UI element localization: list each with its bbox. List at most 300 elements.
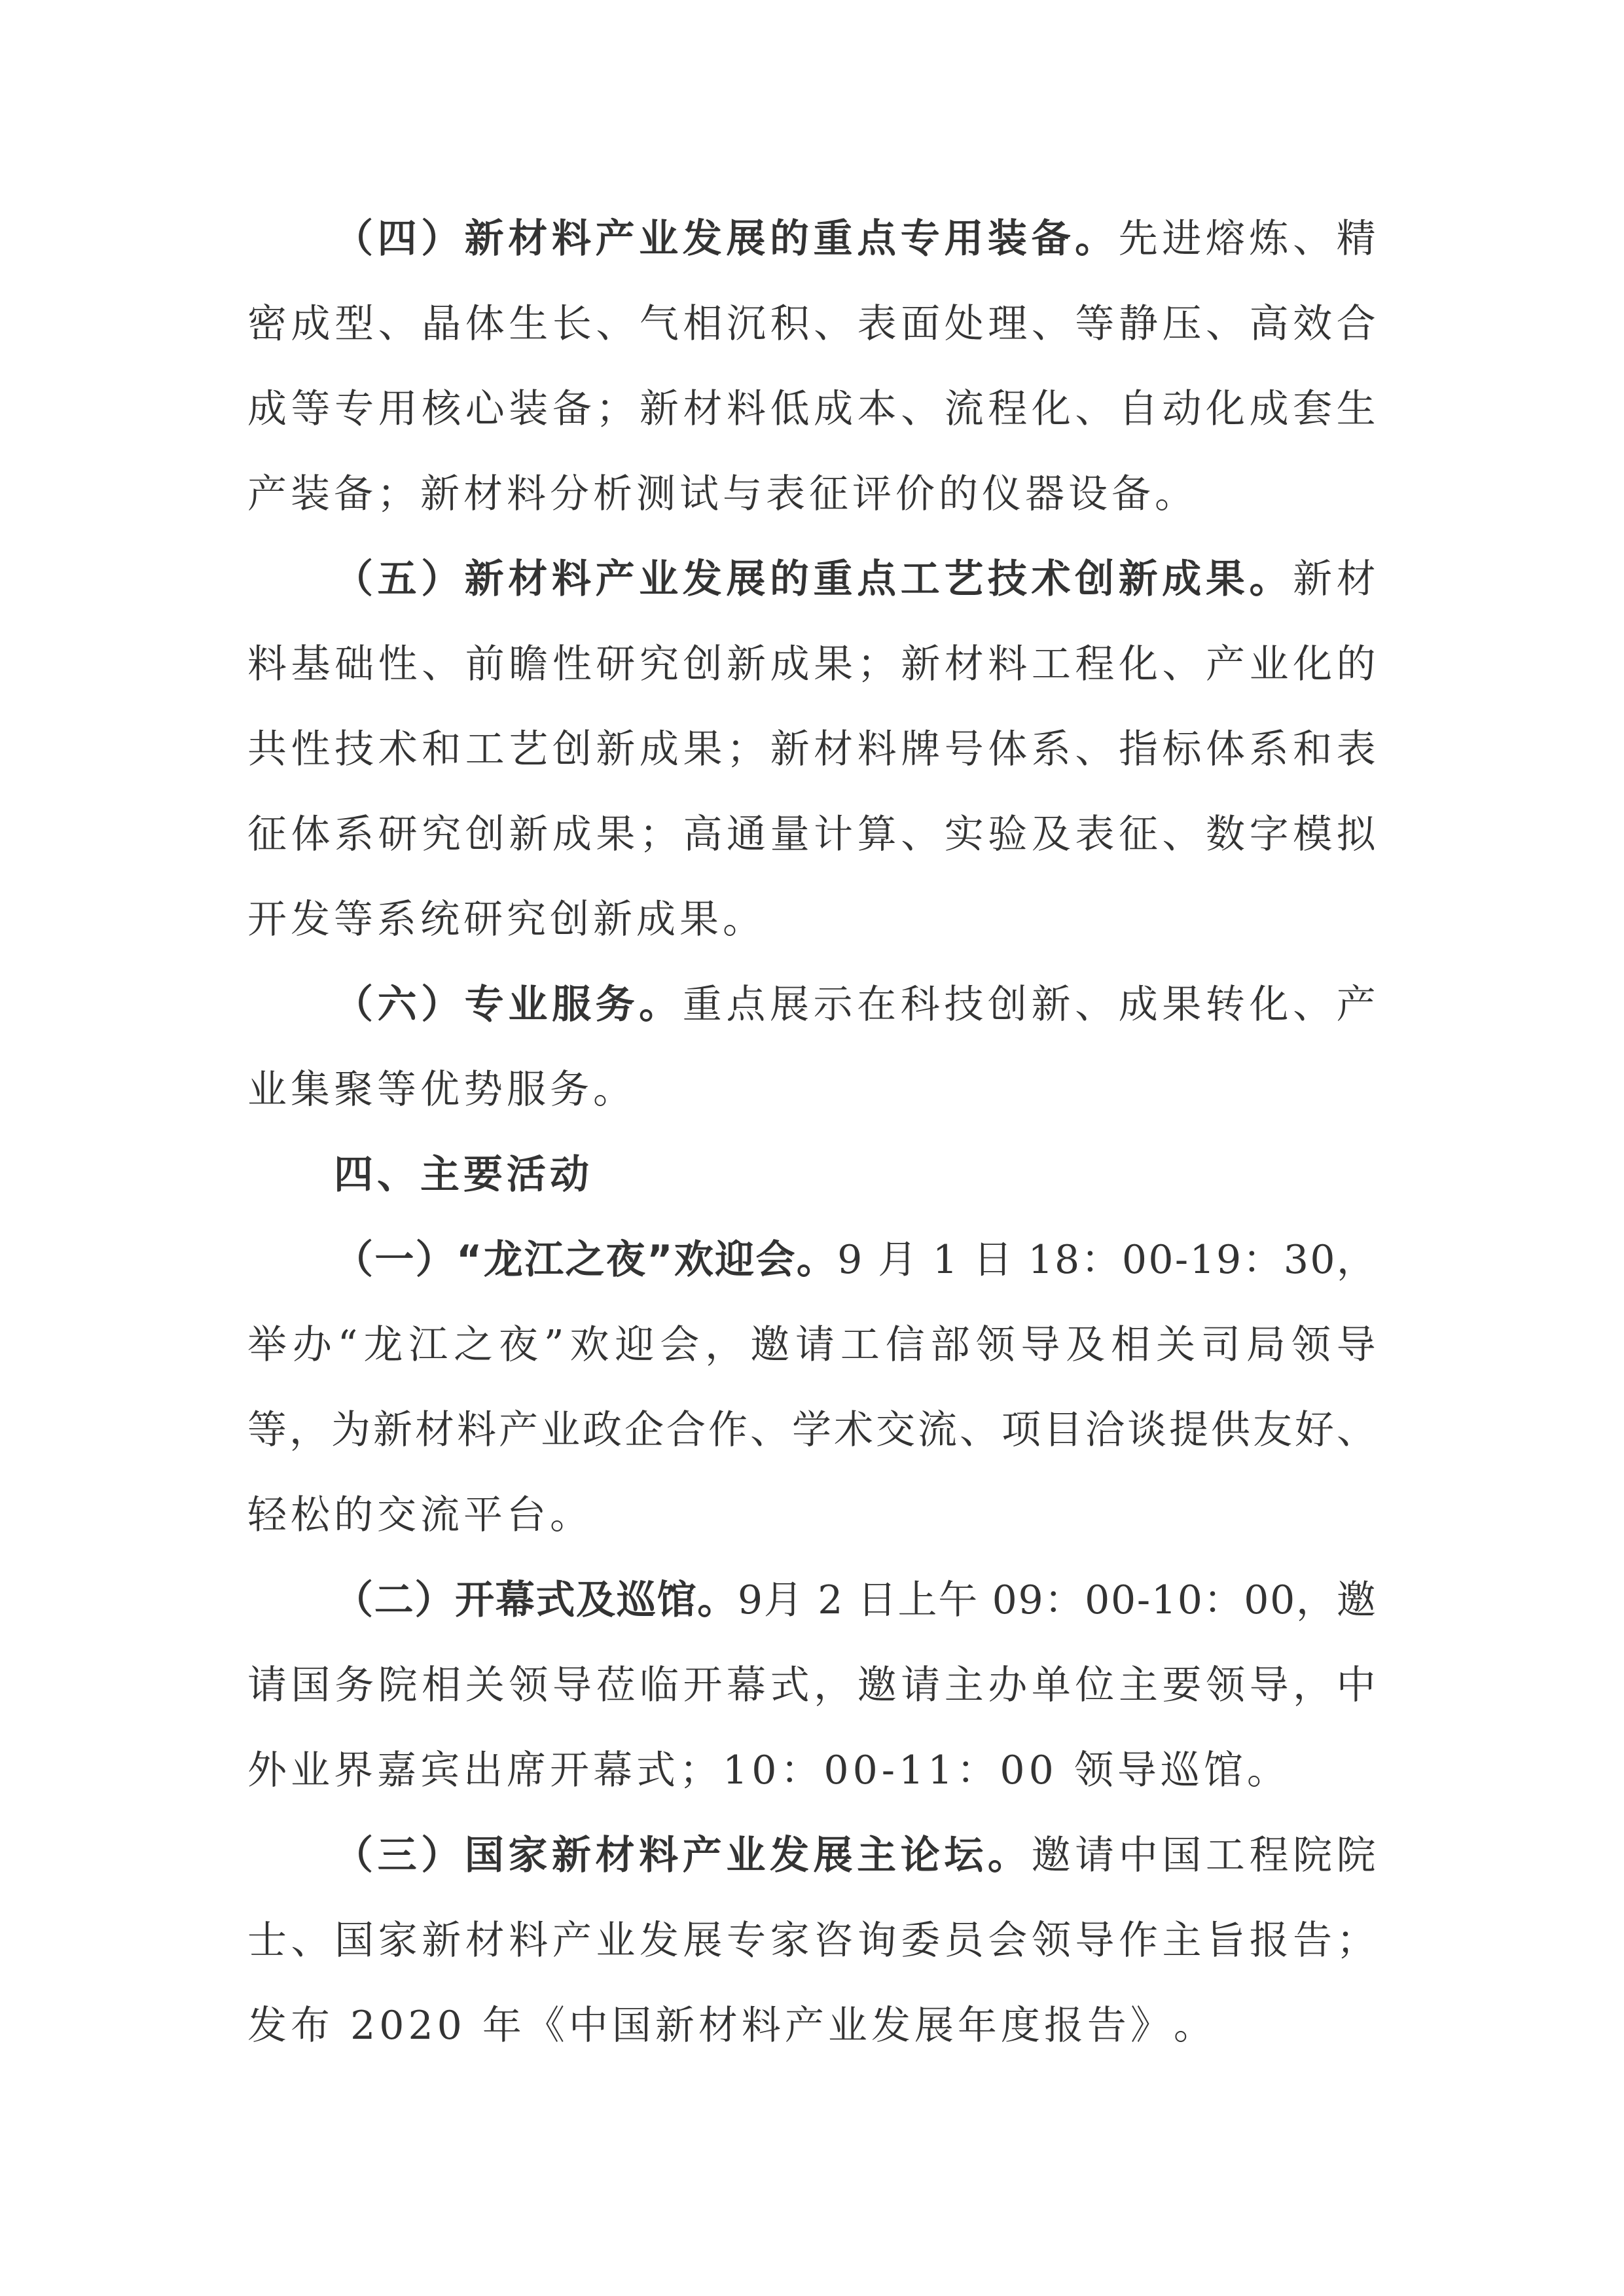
body-char: 告 xyxy=(1087,2003,1127,2049)
body-char: 料 xyxy=(457,1407,496,1453)
body-char: 、 xyxy=(1075,726,1115,772)
bold-lead-char: 产 xyxy=(595,216,635,262)
body-char: 计 xyxy=(814,812,854,857)
body-char: 相 xyxy=(422,1662,461,1708)
body-char: 炼 xyxy=(1249,216,1289,262)
body-char: 等 xyxy=(1075,301,1115,347)
body-char: 年 xyxy=(957,2003,997,2049)
body-char: 业 xyxy=(596,1918,636,1964)
body-char: 导 xyxy=(1075,1918,1115,1964)
body-char: 析 xyxy=(593,471,632,517)
body-char: 工 xyxy=(465,726,505,772)
body-char: 的 xyxy=(939,471,978,517)
body-char: 、 xyxy=(1162,812,1202,857)
body-char xyxy=(1014,1229,1026,1291)
body-char: 术 xyxy=(834,1407,873,1453)
body-char: 企 xyxy=(624,1407,664,1453)
bold-lead-char: 。 xyxy=(796,1237,836,1283)
bold-lead-char: 料 xyxy=(551,216,591,262)
body-char: 龙 xyxy=(363,1322,403,1368)
body-char: 务 xyxy=(550,1067,589,1113)
bold-lead-char: 发 xyxy=(682,556,722,602)
body-char: 工 xyxy=(840,1322,880,1368)
body-char: 成 xyxy=(291,301,331,347)
bold-lead-char: 幕 xyxy=(495,1577,535,1623)
body-char: 先 xyxy=(1118,216,1158,262)
body-char: 字 xyxy=(1249,812,1289,857)
body-char: 理 xyxy=(988,301,1028,347)
body-char: 1 xyxy=(899,1748,924,1793)
body-char: 布 xyxy=(291,2003,330,2049)
body-char: 作 xyxy=(708,1407,748,1453)
body-char: 务 xyxy=(334,1662,374,1708)
bold-lead-char: 及 xyxy=(576,1577,616,1623)
bold-lead-char: 发 xyxy=(769,1833,809,1878)
body-char: 料 xyxy=(857,726,897,772)
body-char: 业 xyxy=(1249,641,1289,687)
body-char: 标 xyxy=(1162,726,1202,772)
body-char: 幕 xyxy=(593,1748,632,1793)
body-char: 表 xyxy=(1336,726,1376,772)
body-char: 《 xyxy=(525,2003,565,2049)
body-char xyxy=(959,1229,971,1291)
body-char: 会 xyxy=(660,1322,700,1368)
body-char: ： xyxy=(1044,1577,1084,1623)
body-char: 外 xyxy=(247,1748,287,1793)
body-char: 等 xyxy=(334,897,373,942)
bold-lead-char: 家 xyxy=(508,1833,548,1878)
text-line xyxy=(247,1229,1376,1314)
body-char: 专 xyxy=(334,386,374,432)
body-char: 供 xyxy=(1211,1407,1250,1453)
body-char: 在 xyxy=(857,982,897,1028)
body-char: 上 xyxy=(897,1577,937,1623)
bold-lead-char: 新 xyxy=(551,1833,591,1878)
section-heading xyxy=(247,1143,1376,1229)
body-char: 型 xyxy=(334,301,374,347)
body-char xyxy=(918,1229,931,1291)
body-char: 领 xyxy=(1291,1322,1331,1368)
body-char: 备 xyxy=(1111,471,1151,517)
body-char: 表 xyxy=(766,471,805,517)
body-char: 长 xyxy=(552,301,592,347)
body-char: 请 xyxy=(1075,1833,1115,1878)
body-char: 0 xyxy=(1121,1237,1147,1283)
bold-lead-char: 二 xyxy=(374,1577,414,1623)
body-char: 研 xyxy=(463,897,503,942)
body-char: 院 xyxy=(1293,1833,1333,1878)
body-char: 谈 xyxy=(1127,1407,1166,1453)
body-char: 系 xyxy=(1249,726,1289,772)
bold-lead-char: ） xyxy=(415,1237,455,1283)
body-char: 馆 xyxy=(1203,1748,1243,1793)
body-char: 成 xyxy=(552,812,592,857)
body-char: 业 xyxy=(541,1407,580,1453)
body-char: 界 xyxy=(334,1748,373,1793)
body-char: 台 xyxy=(507,1492,546,1538)
body-char: 料 xyxy=(507,471,546,517)
body-char: 征 xyxy=(247,812,287,857)
body-char xyxy=(844,1569,856,1632)
body-char: 1 xyxy=(932,1237,958,1283)
bold-lead-char: “ xyxy=(456,1237,482,1283)
text-line xyxy=(247,718,1376,803)
body-char: 新 xyxy=(373,1407,412,1453)
paragraph-activity-1-welcome xyxy=(247,1229,1376,1569)
heading-char: 、 xyxy=(377,1152,416,1198)
body-char: 、 xyxy=(1293,982,1333,1028)
body-char: 办 xyxy=(988,1662,1028,1708)
body-char xyxy=(334,1994,346,2057)
body-char: 出 xyxy=(463,1748,503,1793)
body-char: 信 xyxy=(885,1322,925,1368)
body-char: 交 xyxy=(377,1492,416,1538)
bold-lead-char: 艺 xyxy=(944,556,984,602)
body-char: 相 xyxy=(1111,1322,1151,1368)
body-char: 创 xyxy=(465,812,505,857)
bold-lead-char: 材 xyxy=(508,556,548,602)
body-char xyxy=(1058,1739,1070,1802)
bold-lead-char: 业 xyxy=(639,216,679,262)
text-line xyxy=(247,1143,1376,1229)
bold-lead-char: （ xyxy=(334,216,373,262)
body-char: 料 xyxy=(727,386,767,432)
bold-lead-char: 料 xyxy=(551,556,591,602)
body-char: 友 xyxy=(1253,1407,1292,1453)
body-char: 办 xyxy=(292,1322,332,1368)
body-char: 主 xyxy=(1162,1918,1202,1964)
bold-lead-char: （ xyxy=(334,1577,373,1623)
body-char: 家 xyxy=(770,1918,810,1964)
text-line xyxy=(247,888,1376,973)
body-char: 究 xyxy=(422,812,461,857)
body-char: 新 xyxy=(1293,556,1333,602)
body-char: ； xyxy=(857,641,897,687)
body-char: 2 xyxy=(350,2003,376,2049)
body-char: 性 xyxy=(552,641,592,687)
body-char: 开 xyxy=(247,897,287,942)
body-char: 9 xyxy=(1018,1577,1043,1623)
body-char: 展 xyxy=(769,982,809,1028)
body-char: 发 xyxy=(291,897,330,942)
body-char: 及 xyxy=(1066,1322,1106,1368)
body-char: 好 xyxy=(1295,1407,1334,1453)
body-char: 拟 xyxy=(1336,812,1376,857)
body-char: 试 xyxy=(679,471,719,517)
body-char: 士 xyxy=(247,1918,287,1964)
body-char: 度 xyxy=(1000,2003,1040,2049)
bold-lead-char: 专 xyxy=(464,982,504,1028)
body-char: 请 xyxy=(247,1662,287,1708)
body-char: 征 xyxy=(809,471,848,517)
body-char: 单 xyxy=(1031,1662,1071,1708)
bold-lead-char: 备 xyxy=(1031,216,1071,262)
body-char: 、 xyxy=(422,641,461,687)
body-char: 展 xyxy=(683,1918,723,1964)
body-char: ， xyxy=(289,1407,329,1453)
body-char: 业 xyxy=(291,1748,330,1793)
body-char: 通 xyxy=(727,812,767,857)
bold-lead-char: 业 xyxy=(726,1833,766,1878)
bold-lead-char: 装 xyxy=(987,216,1027,262)
body-char: ” xyxy=(543,1322,564,1368)
body-char: 工 xyxy=(1205,1833,1245,1878)
body-char: ， xyxy=(705,1322,745,1368)
body-char: 、 xyxy=(960,1407,999,1453)
bold-lead-char: 技 xyxy=(987,556,1027,602)
text-line xyxy=(247,1824,1376,1909)
body-char: 领 xyxy=(1206,1662,1246,1708)
body-char: 。 xyxy=(723,897,762,942)
body-char: 0 xyxy=(1110,1577,1136,1623)
body-char: 局 xyxy=(1246,1322,1286,1368)
body-char: 本 xyxy=(857,386,897,432)
body-char: 流 xyxy=(944,386,984,432)
body-char: 员 xyxy=(944,1918,984,1964)
bold-lead-char: 三 xyxy=(377,1833,417,1878)
text-line xyxy=(247,633,1376,718)
body-char: - xyxy=(1136,1577,1151,1623)
body-char: 0 xyxy=(1148,1237,1174,1283)
body-char: 指 xyxy=(1118,726,1158,772)
body-char: 0 xyxy=(1000,1748,1025,1793)
body-char: 验 xyxy=(988,812,1028,857)
body-char: 导 xyxy=(1020,1322,1060,1368)
text-line xyxy=(247,1484,1376,1569)
bold-lead-char: 业 xyxy=(508,982,548,1028)
body-char: 研 xyxy=(596,641,636,687)
body-char: ； xyxy=(1336,1918,1376,1964)
bold-lead-char: ） xyxy=(421,982,461,1028)
bold-lead-char: 专 xyxy=(900,216,940,262)
body-char: 嘉 xyxy=(377,1748,416,1793)
bold-lead-char: 重 xyxy=(813,216,853,262)
body-char: 日 xyxy=(973,1237,1013,1283)
body-char: 学 xyxy=(792,1407,831,1453)
body-char: 低 xyxy=(770,386,810,432)
body-char: 。 xyxy=(1173,2003,1213,2049)
bold-lead-char: 的 xyxy=(769,556,809,602)
body-char xyxy=(804,1569,816,1632)
body-char: 的 xyxy=(1336,641,1376,687)
body-char: 化 xyxy=(1206,386,1246,432)
body-char: 0 xyxy=(1270,1577,1295,1623)
paragraph-activity-2-opening xyxy=(247,1569,1376,1824)
body-char: 合 xyxy=(1336,301,1376,347)
body-char: 发 xyxy=(871,2003,911,2049)
body-char: 静 xyxy=(1118,301,1158,347)
body-char: 相 xyxy=(683,301,723,347)
body-char: 0 xyxy=(1244,1577,1269,1623)
body-char: 基 xyxy=(291,641,331,687)
bold-lead-char: 业 xyxy=(639,556,679,602)
body-char: 化 xyxy=(1031,386,1071,432)
body-char: 果 xyxy=(1162,982,1202,1028)
body-char: 新 xyxy=(901,641,941,687)
bold-lead-char: 展 xyxy=(726,216,766,262)
body-char: 化 xyxy=(1118,641,1158,687)
heading-char: 要 xyxy=(463,1152,503,1198)
body-char: 体 xyxy=(1206,726,1246,772)
body-char: ： xyxy=(1081,1237,1121,1283)
body-char: 报 xyxy=(1043,2003,1083,2049)
body-char: 年 xyxy=(482,2003,522,2049)
body-char: 设 xyxy=(1068,471,1108,517)
body-char: 成 xyxy=(247,386,287,432)
body-char: 邀 xyxy=(857,1662,897,1708)
body-char: 产 xyxy=(552,1918,592,1964)
body-char: 位 xyxy=(1075,1662,1115,1708)
body-char: 数 xyxy=(1206,812,1246,857)
body-char: 举 xyxy=(247,1322,287,1368)
bold-lead-char: 产 xyxy=(682,1833,722,1878)
bold-lead-char: 创 xyxy=(1075,556,1115,602)
body-char: 式 xyxy=(770,1662,810,1708)
body-char: 1 xyxy=(1189,1237,1215,1283)
body-char: 0 xyxy=(992,1577,1017,1623)
body-char: 果 xyxy=(814,641,854,687)
bold-lead-char: 术 xyxy=(1031,556,1071,602)
body-char: 家 xyxy=(378,1918,418,1964)
body-char: 成 xyxy=(1118,982,1158,1028)
body-char: 松 xyxy=(291,1492,330,1538)
body-char: 询 xyxy=(857,1918,897,1964)
body-char: 科 xyxy=(900,982,940,1028)
body-char: 化 xyxy=(1249,982,1289,1028)
bold-lead-char: 六 xyxy=(377,982,417,1028)
bold-lead-char: 巡 xyxy=(616,1577,656,1623)
body-char: 生 xyxy=(1336,386,1376,432)
body-char: ， xyxy=(814,1662,854,1708)
bold-lead-char: 服 xyxy=(551,982,591,1028)
bold-lead-char: （ xyxy=(334,1237,373,1283)
paragraph-item-6-services xyxy=(247,973,1376,1143)
body-char: 交 xyxy=(876,1407,915,1453)
bold-lead-char: 重 xyxy=(813,556,853,602)
body-char: 告 xyxy=(1293,1918,1333,1964)
body-char: 日 xyxy=(857,1577,897,1623)
body-char: 月 xyxy=(878,1237,918,1283)
bold-lead-char: 五 xyxy=(377,556,417,602)
body-char: 精 xyxy=(1336,216,1376,262)
body-char: 生 xyxy=(509,301,549,347)
body-char: 处 xyxy=(944,301,984,347)
body-char: ： xyxy=(956,1748,996,1793)
body-char: 9 xyxy=(837,1237,863,1283)
body-char: 体 xyxy=(988,726,1028,772)
body-char: 材 xyxy=(814,726,854,772)
body-char: 的 xyxy=(334,1492,373,1538)
body-char: 1 xyxy=(1151,1577,1177,1623)
bold-lead-char: 会 xyxy=(755,1237,795,1283)
bold-lead-char: 四 xyxy=(377,216,417,262)
body-char: 要 xyxy=(1162,1662,1202,1708)
body-char: 新 xyxy=(509,812,549,857)
body-char: 院 xyxy=(1336,1833,1376,1878)
body-char: 统 xyxy=(420,897,460,942)
body-char: 、 xyxy=(596,301,636,347)
body-char: 宾 xyxy=(420,1748,460,1793)
body-char: 导 xyxy=(1249,1662,1289,1708)
body-char: 咨 xyxy=(814,1918,854,1964)
body-char: 国 xyxy=(611,2003,651,2049)
body-char: 旨 xyxy=(1206,1918,1246,1964)
bold-lead-char: 。 xyxy=(639,982,679,1028)
body-char: 价 xyxy=(895,471,935,517)
bold-lead-char: 的 xyxy=(769,216,809,262)
body-char: 流 xyxy=(918,1407,957,1453)
body-char: 积 xyxy=(770,301,810,347)
bold-lead-char: ” xyxy=(647,1237,673,1283)
body-char: 料 xyxy=(509,1918,549,1964)
body-char: 新 xyxy=(639,386,679,432)
body-char: 料 xyxy=(247,641,287,687)
body-char: 套 xyxy=(1293,386,1333,432)
body-char: 请 xyxy=(901,1662,941,1708)
bold-lead-char: ） xyxy=(414,1577,454,1623)
body-char: 领 xyxy=(509,1662,549,1708)
body-char: 业 xyxy=(247,1067,287,1113)
body-char: 、 xyxy=(901,386,941,432)
text-line xyxy=(247,378,1376,463)
body-char: 备 xyxy=(334,471,373,517)
body-char: 创 xyxy=(683,641,723,687)
body-char: 国 xyxy=(291,1662,331,1708)
body-char: 牌 xyxy=(901,726,941,772)
body-char: 流 xyxy=(420,1492,460,1538)
body-char: 等 xyxy=(247,1407,287,1453)
body-char: 邀 xyxy=(1031,1833,1071,1878)
body-char xyxy=(466,1994,478,2057)
bold-lead-char: 展 xyxy=(726,556,766,602)
body-char: 发 xyxy=(639,1918,679,1964)
body-char: 请 xyxy=(795,1322,835,1368)
body-char: 术 xyxy=(378,726,418,772)
bold-lead-char: 料 xyxy=(639,1833,679,1878)
body-char: 集 xyxy=(291,1067,330,1113)
body-char: 压 xyxy=(1162,301,1202,347)
bold-lead-char: （ xyxy=(334,982,373,1028)
body-char: 9 xyxy=(1216,1237,1242,1283)
body-char: 月 xyxy=(763,1577,803,1623)
body-char: 系 xyxy=(1031,726,1071,772)
text-line xyxy=(247,1739,1376,1824)
body-char: 共 xyxy=(247,726,287,772)
body-char: 创 xyxy=(550,897,589,942)
body-char: 主 xyxy=(1118,1662,1158,1708)
bold-lead-char: 式 xyxy=(535,1577,575,1623)
body-char: 程 xyxy=(1075,641,1115,687)
body-char: 装 xyxy=(509,386,549,432)
body-char: 。 xyxy=(550,1492,589,1538)
body-char: 性 xyxy=(378,641,418,687)
body-char: 新 xyxy=(1031,982,1071,1028)
body-char: 、 xyxy=(1075,386,1115,432)
body-char: 2 xyxy=(818,1577,843,1623)
paragraph-item-5-process-innovation xyxy=(247,548,1376,973)
bold-lead-char: 坛 xyxy=(944,1833,984,1878)
body-char: 欢 xyxy=(569,1322,609,1368)
body-char: 效 xyxy=(1293,301,1333,347)
body-char: 器 xyxy=(1025,471,1064,517)
body-char: 新 xyxy=(727,641,767,687)
body-char: ； xyxy=(679,1748,719,1793)
bold-lead-char: 国 xyxy=(464,1833,504,1878)
body-char: 展 xyxy=(914,2003,954,2049)
body-char: 0 xyxy=(1177,1577,1202,1623)
body-char: 化 xyxy=(1293,641,1333,687)
body-char: 示 xyxy=(813,982,853,1028)
